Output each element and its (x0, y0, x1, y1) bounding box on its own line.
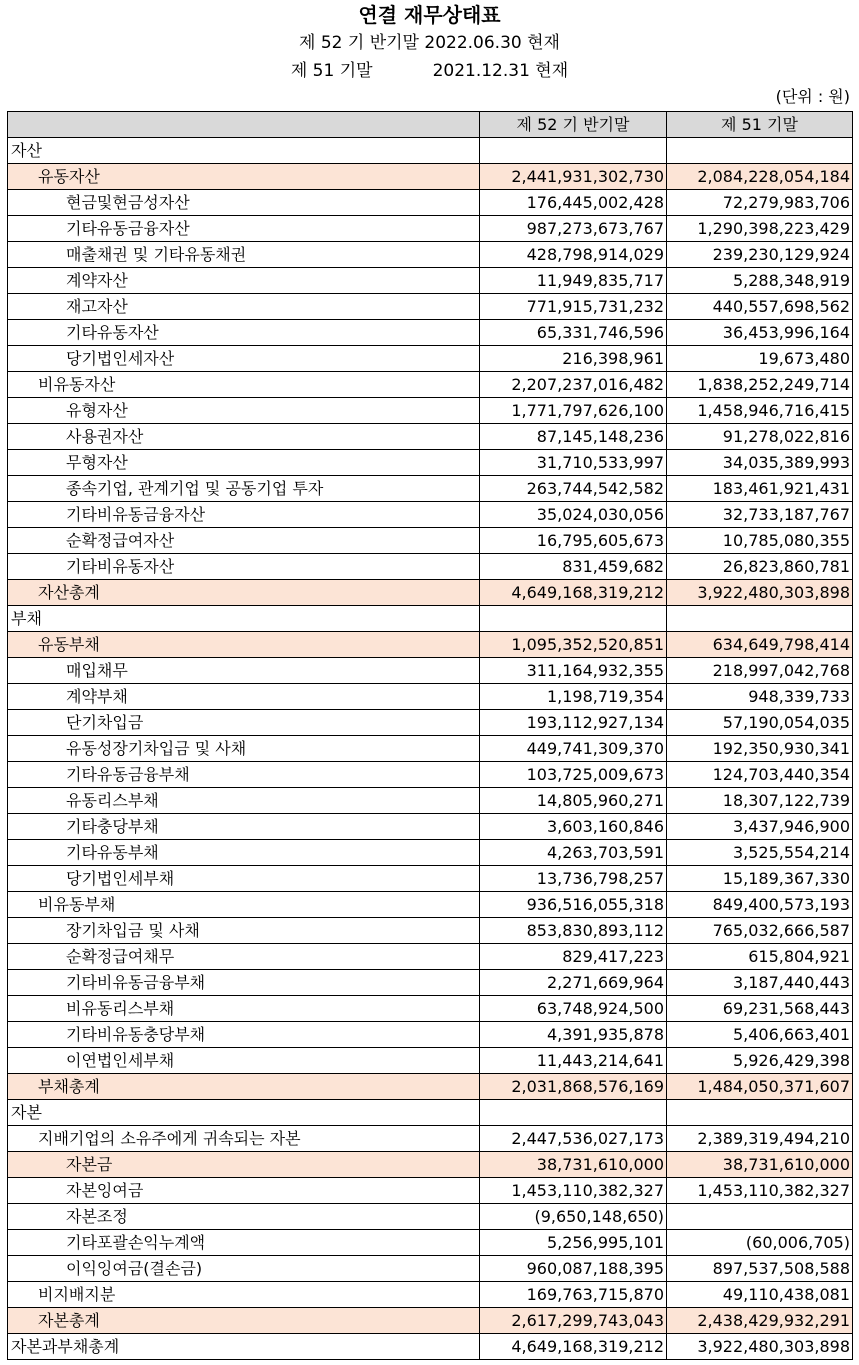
prior-period-value: 1,458,946,716,415 (667, 398, 853, 424)
current-period-value: 428,798,914,029 (480, 242, 667, 268)
current-period-value: 35,024,030,056 (480, 502, 667, 528)
table-row (8, 398, 853, 424)
unit-label: (단위 : 원) (775, 87, 850, 106)
current-period-value: 4,391,935,878 (480, 1022, 667, 1048)
account-label: 계약자산 (8, 268, 480, 294)
prior-period-value: 183,461,921,431 (667, 476, 853, 502)
current-period-value (480, 138, 667, 164)
table-row (8, 1074, 853, 1100)
prior-period-date: 2021.12.31 현재 (432, 61, 569, 81)
balance-sheet-table (7, 111, 853, 1360)
account-label: 당기법인세자산 (8, 346, 480, 372)
current-period-value: 11,949,835,717 (480, 268, 667, 294)
prior-period-value: 26,823,860,781 (667, 554, 853, 580)
table-row (8, 684, 853, 710)
table-row (8, 1204, 853, 1230)
current-period-value: 853,830,893,112 (480, 918, 667, 944)
prior-period-value: 69,231,568,443 (667, 996, 853, 1022)
current-period-value: 11,443,214,641 (480, 1048, 667, 1074)
account-label: 비지배지분 (8, 1282, 480, 1308)
account-label: 자본과부채총계 (8, 1334, 480, 1360)
account-label: 자본금 (8, 1152, 480, 1178)
table-row (8, 346, 853, 372)
current-period-value: 1,198,719,354 (480, 684, 667, 710)
account-label: 계약부채 (8, 684, 480, 710)
table-row (8, 164, 853, 190)
table-row (8, 970, 853, 996)
table-row (8, 1100, 853, 1126)
current-period-value: 2,441,931,302,730 (480, 164, 667, 190)
account-label: 순확정급여자산 (8, 528, 480, 554)
prior-period-value: 3,437,946,900 (667, 814, 853, 840)
account-label: 기타비유동자산 (8, 554, 480, 580)
current-period-value: 771,915,731,232 (480, 294, 667, 320)
table-row (8, 1152, 853, 1178)
account-label: 종속기업, 관계기업 및 공동기업 투자 (8, 476, 480, 502)
table-row (8, 1334, 853, 1360)
account-label: 매출채권 및 기타유동채권 (8, 242, 480, 268)
account-label: 유형자산 (8, 398, 480, 424)
current-period-value: 63,748,924,500 (480, 996, 667, 1022)
table-row (8, 190, 853, 216)
account-label: 비유동자산 (8, 372, 480, 398)
account-label: 이익잉여금(결손금) (8, 1256, 480, 1282)
table-row (8, 1230, 853, 1256)
current-period-value: 829,417,223 (480, 944, 667, 970)
prior-period-value: 36,453,996,164 (667, 320, 853, 346)
current-period-value: 2,271,669,964 (480, 970, 667, 996)
table-row (8, 606, 853, 632)
account-label: 단기차입금 (8, 710, 480, 736)
current-period-value: 193,112,927,134 (480, 710, 667, 736)
prior-period-value: 18,307,122,739 (667, 788, 853, 814)
account-label: 비유동부채 (8, 892, 480, 918)
prior-period-value: 3,187,440,443 (667, 970, 853, 996)
account-label: 기타유동부채 (8, 840, 480, 866)
current-period-value: 176,445,002,428 (480, 190, 667, 216)
account-label: 자본총계 (8, 1308, 480, 1334)
prior-period-value: 57,190,054,035 (667, 710, 853, 736)
current-period-value: 65,331,746,596 (480, 320, 667, 346)
prior-period-value: 49,110,438,081 (667, 1282, 853, 1308)
current-period-value: 4,263,703,591 (480, 840, 667, 866)
prior-period-value: 38,731,610,000 (667, 1152, 853, 1178)
current-period-value: 2,447,536,027,173 (480, 1126, 667, 1152)
current-period-value (480, 606, 667, 632)
table-row (8, 294, 853, 320)
table-row (8, 918, 853, 944)
table-row (8, 554, 853, 580)
table-row (8, 1178, 853, 1204)
current-period-value: 3,603,160,846 (480, 814, 667, 840)
table-row (8, 1126, 853, 1152)
current-period-value: 831,459,682 (480, 554, 667, 580)
prior-period-value: 192,350,930,341 (667, 736, 853, 762)
account-label: 유동리스부채 (8, 788, 480, 814)
table-row (8, 1308, 853, 1334)
table-row (8, 658, 853, 684)
prior-period-value: 91,278,022,816 (667, 424, 853, 450)
prior-period-value: 897,537,508,588 (667, 1256, 853, 1282)
account-label: 기타비유동금융자산 (8, 502, 480, 528)
account-label: 기타포괄손익누계액 (8, 1230, 480, 1256)
current-period-value: 16,795,605,673 (480, 528, 667, 554)
account-label: 장기차입금 및 사채 (8, 918, 480, 944)
prior-period-value: 1,290,398,223,429 (667, 216, 853, 242)
current-period-value: 1,453,110,382,327 (480, 1178, 667, 1204)
current-period-value (480, 1100, 667, 1126)
table-row (8, 944, 853, 970)
current-period-value: 2,031,868,576,169 (480, 1074, 667, 1100)
current-period-value: 4,649,168,319,212 (480, 1334, 667, 1360)
account-label: 사용권자산 (8, 424, 480, 450)
current-period-value: 2,207,237,016,482 (480, 372, 667, 398)
account-label: 자본 (8, 1100, 480, 1126)
account-label: 이연법인세부채 (8, 1048, 480, 1074)
prior-period-value: 2,438,429,932,291 (667, 1308, 853, 1334)
table-row (8, 996, 853, 1022)
prior-period-value: 19,673,480 (667, 346, 853, 372)
current-period-value: 960,087,188,395 (480, 1256, 667, 1282)
account-label: 부채총계 (8, 1074, 480, 1100)
prior-period-value: 3,525,554,214 (667, 840, 853, 866)
prior-period-value: 218,997,042,768 (667, 658, 853, 684)
account-label: 지배기업의 소유주에게 귀속되는 자본 (8, 1126, 480, 1152)
account-label: 매입채무 (8, 658, 480, 684)
prior-period-value: 440,557,698,562 (667, 294, 853, 320)
prior-period-value: 34,035,389,993 (667, 450, 853, 476)
prior-period-value: (60,006,705) (667, 1230, 853, 1256)
prior-period-value: 15,189,367,330 (667, 866, 853, 892)
prior-period-value: 2,084,228,054,184 (667, 164, 853, 190)
table-row (8, 1256, 853, 1282)
table-row (8, 580, 853, 606)
table-row (8, 320, 853, 346)
current-period-value: 169,763,715,870 (480, 1282, 667, 1308)
account-label: 기타충당부채 (8, 814, 480, 840)
current-period-value: 87,145,148,236 (480, 424, 667, 450)
prior-period-value: 1,838,252,249,714 (667, 372, 853, 398)
table-row (8, 502, 853, 528)
header-prior-period: 제 51 기말 (667, 112, 853, 138)
prior-period-value: 32,733,187,767 (667, 502, 853, 528)
prior-period-value: 2,389,319,494,210 (667, 1126, 853, 1152)
prior-period-value (667, 138, 853, 164)
table-row (8, 1282, 853, 1308)
account-label: 당기법인세부채 (8, 866, 480, 892)
header-account (8, 112, 480, 138)
account-label: 유동성장기차입금 및 사채 (8, 736, 480, 762)
current-period-value: 14,805,960,271 (480, 788, 667, 814)
current-period-value: 5,256,995,101 (480, 1230, 667, 1256)
prior-period-value: 72,279,983,706 (667, 190, 853, 216)
table-row (8, 1022, 853, 1048)
table-row (8, 424, 853, 450)
table-row (8, 736, 853, 762)
prior-period-value: 124,703,440,354 (667, 762, 853, 788)
prior-period-value (667, 1100, 853, 1126)
current-period-value: 1,095,352,520,851 (480, 632, 667, 658)
prior-period-label: 제 51 기말 (290, 61, 373, 81)
current-period-value: 987,273,673,767 (480, 216, 667, 242)
table-row (8, 268, 853, 294)
account-label: 유동부채 (8, 632, 480, 658)
current-period-value: 936,516,055,318 (480, 892, 667, 918)
prior-period-value: 5,288,348,919 (667, 268, 853, 294)
current-period-value: 311,164,932,355 (480, 658, 667, 684)
table-row (8, 216, 853, 242)
prior-period-value: 634,649,798,414 (667, 632, 853, 658)
account-label: 기타유동금융자산 (8, 216, 480, 242)
prior-period-value: 3,922,480,303,898 (667, 580, 853, 606)
current-period-value: 263,744,542,582 (480, 476, 667, 502)
account-label: 자산 (8, 138, 480, 164)
account-label: 재고자산 (8, 294, 480, 320)
account-label: 자본잉여금 (8, 1178, 480, 1204)
prior-period-value: 3,922,480,303,898 (667, 1334, 853, 1360)
current-period-value: 13,736,798,257 (480, 866, 667, 892)
table-row (8, 1048, 853, 1074)
table-row (8, 138, 853, 164)
account-label: 자산총계 (8, 580, 480, 606)
table-row (8, 892, 853, 918)
prior-period-value: 849,400,573,193 (667, 892, 853, 918)
prior-period-value (667, 606, 853, 632)
prior-period-value: 948,339,733 (667, 684, 853, 710)
current-period-value: 2,617,299,743,043 (480, 1308, 667, 1334)
account-label: 유동자산 (8, 164, 480, 190)
prior-period-value (667, 1204, 853, 1230)
current-period-value: 1,771,797,626,100 (480, 398, 667, 424)
account-label: 자본조정 (8, 1204, 480, 1230)
account-label: 무형자산 (8, 450, 480, 476)
prior-period-value: 10,785,080,355 (667, 528, 853, 554)
account-label: 부채 (8, 606, 480, 632)
table-row (8, 814, 853, 840)
current-period-value: 4,649,168,319,212 (480, 580, 667, 606)
table-row (8, 840, 853, 866)
current-period-value: 38,731,610,000 (480, 1152, 667, 1178)
current-period-value: (9,650,148,650) (480, 1204, 667, 1230)
account-label: 현금및현금성자산 (8, 190, 480, 216)
current-period-value: 449,741,309,370 (480, 736, 667, 762)
prior-period-line (0, 60, 859, 82)
account-label: 순확정급여채무 (8, 944, 480, 970)
table-row (8, 372, 853, 398)
table-header-row (8, 112, 853, 138)
table-row (8, 788, 853, 814)
account-label: 기타유동자산 (8, 320, 480, 346)
table-body (8, 138, 853, 1360)
table-row (8, 476, 853, 502)
current-period-value: 103,725,009,673 (480, 762, 667, 788)
header-current-period: 제 52 기 반기말 (480, 112, 667, 138)
prior-period-value: 239,230,129,924 (667, 242, 853, 268)
prior-period-value: 1,484,050,371,607 (667, 1074, 853, 1100)
table-row (8, 528, 853, 554)
prior-period-value: 615,804,921 (667, 944, 853, 970)
prior-period-value: 5,406,663,401 (667, 1022, 853, 1048)
account-label: 기타유동금융부채 (8, 762, 480, 788)
table-row (8, 242, 853, 268)
prior-period-value: 5,926,429,398 (667, 1048, 853, 1074)
table-row (8, 450, 853, 476)
table-row (8, 710, 853, 736)
account-label: 기타비유동충당부채 (8, 1022, 480, 1048)
current-period-line: 제 52 기 반기말 2022.06.30 현재 (299, 33, 560, 53)
account-label: 기타비유동금융부채 (8, 970, 480, 996)
current-period-value: 216,398,961 (480, 346, 667, 372)
account-label: 비유동리스부채 (8, 996, 480, 1022)
current-period-value: 31,710,533,997 (480, 450, 667, 476)
prior-period-value: 1,453,110,382,327 (667, 1178, 853, 1204)
table-row (8, 866, 853, 892)
table-row (8, 762, 853, 788)
statement-title: 연결 재무상태표 (358, 3, 501, 27)
table-row (8, 632, 853, 658)
prior-period-value: 765,032,666,587 (667, 918, 853, 944)
